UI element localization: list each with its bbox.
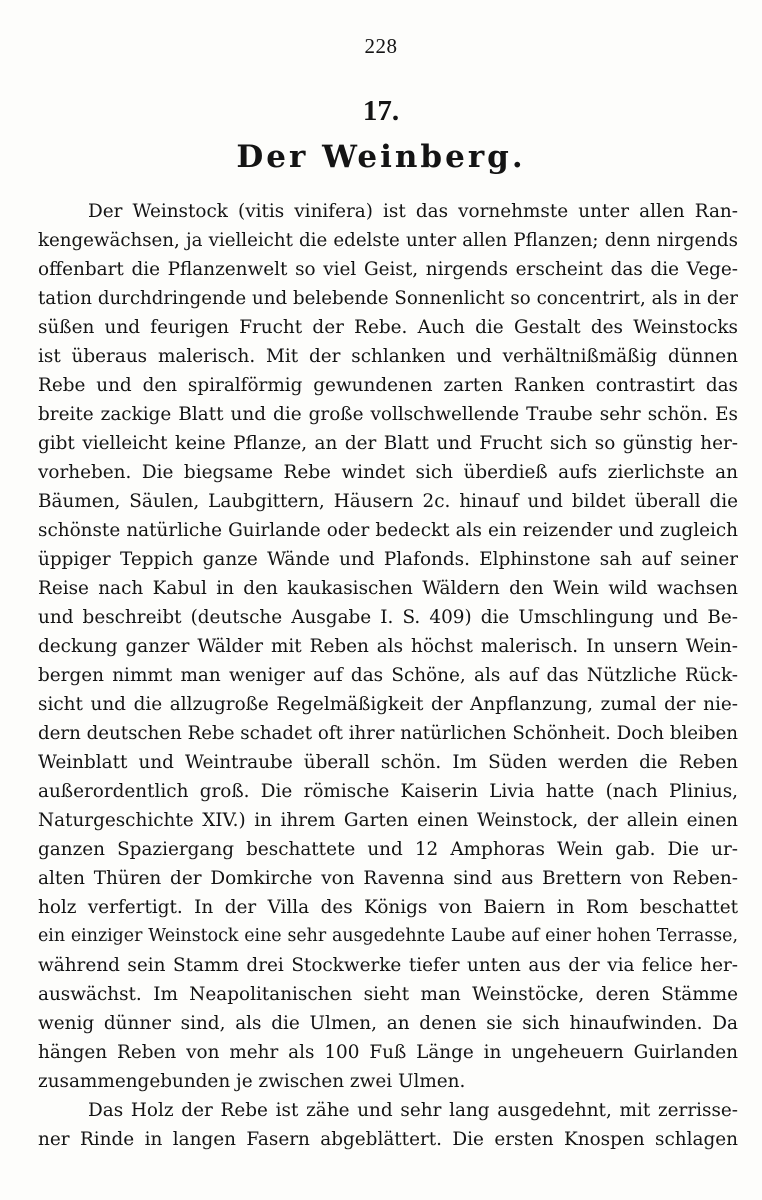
text-line: wenig dünner sind, als die Ulmen, an denen sie sich hinaufwinden. Da: [38, 1013, 738, 1034]
text-line: ner Rinde in langen Fasern abgeblättert. Die ersten Knospen schlagen: [38, 1129, 738, 1150]
text-line: vorheben. Die biegsame Rebe windet sich überdieß aufs zierlichste an: [38, 462, 738, 483]
text-line: ist überaus malerisch. Mit der schlanken und verhältnißmäßig dünnen: [38, 346, 738, 367]
chapter-title: Der Weinberg.: [236, 139, 526, 175]
text-line: offenbart die Pflanzenwelt so viel Geist, nirgends erscheint das die Vege-: [38, 259, 738, 280]
text-line: alten Thüren der Domkirche von Ravenna sind aus Brettern von Reben-: [38, 868, 738, 889]
text-line: auswächst. Im Neapolitanischen sieht man Weinstöcke, deren Stämme: [38, 984, 738, 1005]
text-line: üppiger Teppich ganze Wände und Plafonds. Elphinstone sah auf seiner: [38, 549, 738, 570]
text-line: Das Holz der Rebe ist zähe und sehr lang ausgedehnt, mit zerrisse-: [88, 1100, 738, 1121]
text-line: und beschreibt (deutsche Ausgabe I. S. 409) die Umschlingung und Be-: [38, 607, 738, 628]
text-line: gibt vielleicht keine Pflanze, an der Blatt und Frucht sich so günstig her-: [38, 433, 738, 454]
text-line: Rebe und den spiralförmig gewundenen zarten Ranken contrastirt das: [38, 375, 738, 396]
text-line: breite zackige Blatt und die große vollschwellende Traube sehr schön. Es: [38, 404, 738, 425]
text-line: Der Weinstock (vitis vinifera) ist das vornehmste unter allen Ran-: [88, 201, 738, 222]
text-line: Naturgeschichte XIV.) in ihrem Garten einen Weinstock, der allein einen: [38, 810, 738, 831]
text-line: während sein Stamm drei Stockwerke tiefer unten aus der via felice her-: [38, 955, 738, 976]
text-line: süßen und feurigen Frucht der Rebe. Auch die Gestalt des Weinstocks: [38, 317, 738, 338]
text-line: außerordentlich groß. Die römische Kaiserin Livia hatte (nach Plinius,: [38, 781, 738, 802]
text-line: kengewächsen, ja vielleicht die edelste unter allen Pflanzen; denn nirgends: [38, 230, 738, 251]
text-line: sicht und die allzugroße Regelmäßigkeit der Anpflanzung, zumal der nie-: [38, 694, 738, 715]
text-line: dern deutschen Rebe schadet oft ihrer natürlichen Schönheit. Doch bleiben: [38, 723, 738, 744]
text-line: Weinblatt und Weintraube überall schön. Im Süden werden die Reben: [38, 752, 738, 773]
text-line: schönste natürliche Guirlande oder bedeckt als ein reizender und zugleich: [38, 520, 738, 541]
text-line: ganzen Spaziergang beschattete und 12 Amphoras Wein gab. Die ur-: [38, 839, 738, 860]
text-line: ein einziger Weinstock eine sehr ausgedehnte Laube auf einer hohen Terrasse,: [38, 926, 738, 946]
text-line: deckung ganzer Wälder mit Reben als höchst malerisch. In unsern Wein-: [38, 636, 738, 657]
text-line: holz verfertigt. In der Villa des Königs von Baiern in Rom beschattet: [38, 897, 738, 918]
page-number: 228: [364, 34, 398, 58]
text-line: Bäumen, Säulen, Laubgittern, Häusern 2c. hinauf und bildet überall die: [38, 491, 738, 512]
text-line: Reise nach Kabul in den kaukasischen Wäldern den Wein wild wachsen: [38, 578, 738, 599]
chapter-number: 17.: [362, 95, 400, 127]
body-text: [38, 197, 738, 1154]
text-line: tation durchdringende und belebende Sonnenlicht so concentrirt, als in der: [38, 288, 738, 309]
text-line: bergen nimmt man weniger auf das Schöne, als auf das Nützliche Rück-: [38, 665, 738, 686]
text-line: zusammengebunden je zwischen zwei Ulmen.: [38, 1071, 466, 1092]
text-line: hängen Reben von mehr als 100 Fuß Länge in ungeheuern Guirlanden: [38, 1042, 738, 1063]
